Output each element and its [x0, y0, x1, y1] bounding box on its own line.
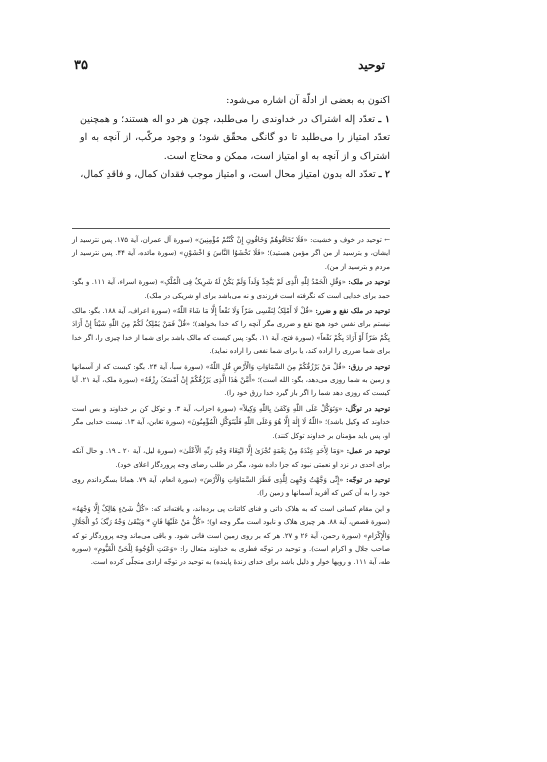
footnote-keyword: توحید در ملک:: [348, 278, 390, 287]
point-1-text: تعدّد إله اشتراک در خداوندی را می‌طلبد، چون هر دو اله هستند؛ و همچنین تعدّد امتیاز را می‌طلبد تا دو گانگی محقّق شود؛ و وجود مرکّب، از آنچه به او اشتراک و از آنچه به او امتیاز است، ممکن و محتاج است.: [80, 113, 390, 162]
footnote-keyword: توحید در عمل:: [346, 447, 391, 456]
footnote-text: ← توحید در خوف و خشیت: «فَلَا تَخَافُوهُمْ وَخَافُونِ إِنْ کُنْتُمْ مُؤْمِنِینَ» (سورة آل عمران، آية ۱۷۵. پس نترسید از ایشان، و بترسید از من اگر مؤمن هستید)؛ «فَلَا تَخْشَوُا النَّاسَ وَ اخْشَوْنِ» (سورة مائده، آية ۴۴. پس نترسید از مردم و بترسید از من).: [72, 236, 390, 271]
page-number: ۳۵: [74, 58, 88, 73]
point-2-number: ۲ ـ: [378, 169, 390, 181]
footnote-keyword: توحید در توکّل:: [345, 404, 390, 413]
footnote-item: [72, 503, 390, 570]
point-1: [80, 111, 390, 167]
running-title: توحید: [358, 58, 385, 72]
main-text: [80, 92, 390, 185]
footnote-item: [72, 361, 390, 401]
footnote-text: «قُلْ مَنْ یَرْزُقُکُمْ مِنَ السَّمَاوَاتِ وَالْأَرْضِ قُلِ اللّٰهُ» (سورة سبأ، آية ۲۴. بگو: کیست که از آسمانها و زمین به شما روزی می‌دهد، بگو: الله است)؛ «أَمَّنْ هٰذَا الَّذِی یَرْزُقُکُمْ إِنْ أَمْسَکَ رِزْقَهُ» (سورة ملک، آية ۲۱. آیا کیست که روزی دهد شما را اگر باز گیرد خدا رزق خود را).: [72, 362, 390, 398]
footnote-keyword: توحید در توجّه:: [346, 475, 390, 484]
point-1-number: ۱ ـ: [378, 113, 390, 125]
footnote-item: [72, 305, 390, 359]
footnote-item: [72, 276, 390, 303]
footnote-item: [72, 445, 390, 472]
footnote-text: و این مقام کسانی است که به هلاک ذاتی و فنای کائنات پی برده‌اند، و یافته‌اند که: «کُلُّ شَیْءٍ هَالِکٌ إِلَّا وَجْهَهُ» (سورة قصص، آية ۸۸. هر چیزی هلاک و نابود است مگر وجه او)؛ «کُلُّ مَنْ عَلَیْهَا فَانٍ * وَیَبْقَىٰ وَجْهُ رَبِّکَ ذُو الْجَلَالِ وَالْإِکْرَامِ» (سورة رحمن، آية ۲۶ و ۲۷. هر که بر روی زمین است فانی شود. و باقی می‌ماند وجه پروردگار تو که صاحب جلال و اکرام است). و توحید در توجّه فطری به خداوند متعال را: «وَعَنَتِ الْوُجُوهُ لِلْحَیِّ الْقَیُّومِ» (سوره طه، آية ۱۱۱. و رویها خوار و ذلیل باشد برای خدای زندهٔ پاینده) به توحید در توجّه ارادی منجلّی کرده است.: [72, 504, 390, 567]
footnote-text: «وَمَا لِأَحَدٍ عِنْدَهُ مِنْ نِعْمَةٍ تُجْزَىٰ إِلَّا ابْتِغَاءَ وَجْهِ رَبِّهِ الْأَعْلَىٰ» (سورة لیل، آية ۲۰ ـ ۱۹. و حال آنکه برای احدی در نزد او نعمتی نبود که جزا داده شود، مگر در طلب رضای وجه پروردگار اعلای خود).: [72, 447, 390, 469]
point-2-text: تعدّد اله بدون امتیاز محال است، و امتیاز موجب فقدان کمال، و فاقدِ کمال،: [80, 169, 376, 181]
point-2: [80, 166, 390, 185]
footnote-text: «وَقُلِ الْحَمْدُ لِلّٰهِ الَّذِی لَمْ یَتَّخِذْ وَلَداً وَلَمْ یَکُنْ لَهُ شَرِیکٌ فِی الْمُلْکِ» (سورة اسراء، آية ۱۱۱. و بگو: حمد برای خدایی است که نگرفته است فرزندی و نه می‌باشد برای او شریکی در ملک).: [72, 278, 390, 300]
intro-line: اکنون به بعضی از ادلّة آن اشاره می‌شود:: [226, 95, 390, 106]
footnote-item: [72, 403, 390, 443]
footnote-item: [72, 234, 390, 274]
footnote-keyword: توحید در رزق:: [348, 362, 390, 371]
footnote-text: «إِنِّی وَجَّهْتُ وَجْهِیَ لِلَّذِی فَطَرَ السَّمَاوَاتِ وَالْأَرْضَ» (سورة انعام، آية ۷۹. همانا بسگرداندم روی خود را به آن کس که آفرید آسمانها و زمین را).: [72, 475, 390, 498]
footnote-keyword: توحید در ملک نفع و ضرر:: [315, 307, 390, 316]
footnote-item: [72, 474, 390, 501]
footnote-divider: [72, 228, 390, 229]
footnote-text: «وَتَوَکَّلْ عَلَى اللّٰهِ وَکَفَىٰ بِاللّٰهِ وَکِیلاً» (سورة احزاب، آية ۳. و توکل کن بر خداوند و بس است خداوند که وکیل باشد)؛ «اللّٰهُ لَا إِلٰهَ إِلَّا هُوَ وَعَلَى اللّٰهِ فَلْیَتَوَکَّلِ الْمُؤْمِنُونَ» (سورة تغابن، آية ۱۳. نیست خدایی مگر او، پس باید مؤمنان بر خداوند توکل کنند).: [72, 404, 390, 440]
footnote-text: «قُلْ لَا أَمْلِکُ لِنَفْسِی ضَرّاً وَلَا نَفْعاً إِلَّا مَا شَاءَ اللّٰهُ» (سورة اعراف، آية ۱۸۸. بگو: مالک نیستم برای نفس خود هیچ نفع و ضرری مگر آنچه را که خدا بخواهد)؛ «قُلْ فَمَنْ یَمْلِکُ لَکُمْ مِنَ اللّٰهِ شَیْئاً إِنْ أَرَادَ بِکُمْ ضَرّاً أَوْ أَرَادَ بِکُمْ نَفْعاً» (سورة فتح، آية ۱۱. بگو: پس کیست که مالک باشد برای شما از خدا چیزی را، اگر خدا برای شما ضرری را اراده کند، یا برای شما نفعی را اراده نماید).: [72, 307, 390, 356]
footnotes: [72, 234, 390, 572]
page-header: [74, 58, 385, 76]
